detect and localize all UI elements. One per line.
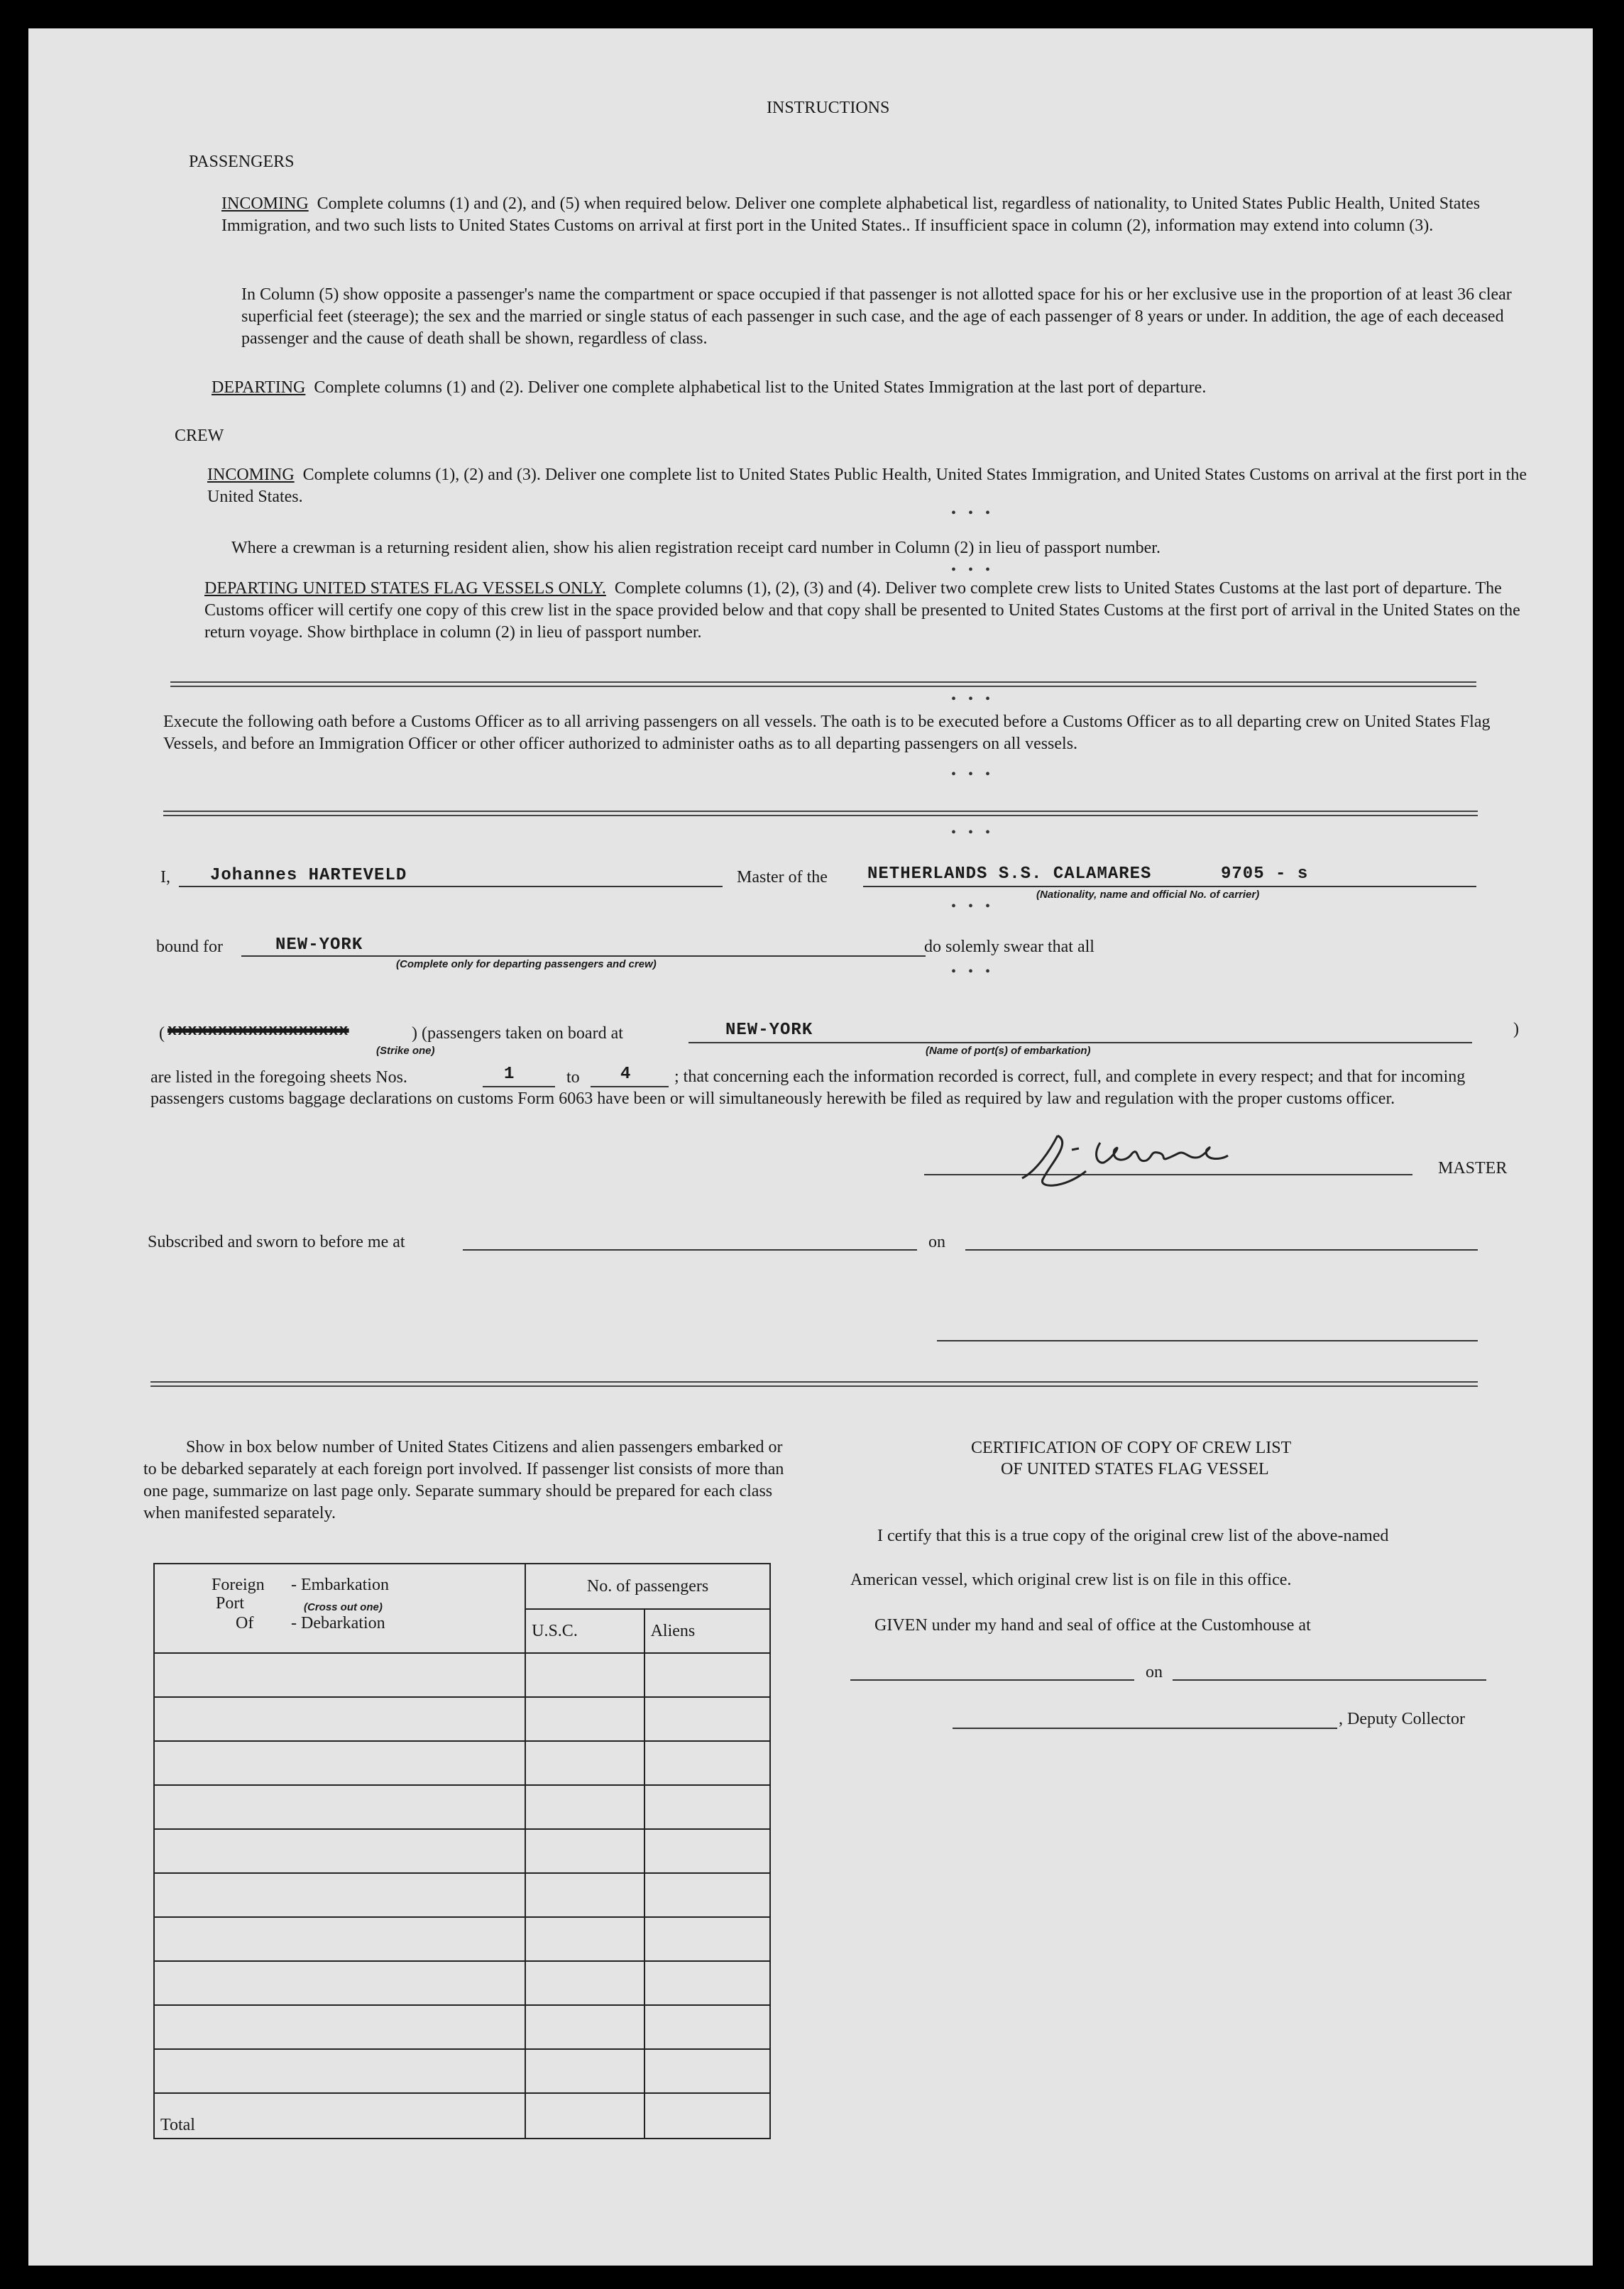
aliens-cell[interactable] (644, 2005, 770, 2049)
crew-departing-text: Complete columns (1), (2), (3) and (4). Deliver two complete crew lists to United States Customs at the last port of departure. The Customs officer will certify one copy of this crew list in the space provided below and that copy shall be presented to United States Customs at the first port of arrival in the United States on the return voyage. Show birthplace in column (2) in lieu of passport number. (204, 579, 1520, 642)
certification-date-line (1173, 1679, 1486, 1681)
certification-title-line1: CERTIFICATION OF COPY OF CREW LIST (971, 1439, 1292, 1457)
struck-out-crew-text: xxxxxxxxxxxxxxxxxx (168, 1022, 349, 1040)
crew-departing-label: DEPARTING UNITED STATES FLAG VESSELS ONLY. (204, 579, 606, 598)
given-text: GIVEN under my hand and seal of office at the Customhouse at (874, 1616, 1311, 1635)
embarkation-label: - Embarkation (291, 1576, 389, 1594)
usc-cell[interactable] (525, 2049, 644, 2093)
vessel-value: NETHERLANDS S.S. CALAMARES (867, 864, 1152, 884)
separator-dots: • • • (951, 964, 995, 979)
crew-departing-paragraph (204, 578, 1542, 644)
bound-for-line (241, 955, 926, 957)
bound-for-value: NEW-YORK (275, 935, 363, 955)
page-title: INSTRUCTIONS (767, 99, 890, 117)
aliens-cell[interactable] (644, 1917, 770, 1961)
subscribed-place-line (463, 1249, 917, 1251)
subscribed-label: Subscribed and sworn to before me at (148, 1233, 405, 1251)
passengers-column5-paragraph: In Column (5) show opposite a passenger's name the compartment or space occupied if that passenger is not allotted space for his or her exclusive use in the proportion of at least 36 clear superficial feet (steerage); the sex and the married or single status of each passenger in such case, and the age of each passenger of 8 years or under. In addition, the age of each deceased passenger and the cause of death shall be shown, regardless of class. (241, 285, 1512, 348)
passengers-incoming-label: INCOMING (221, 194, 309, 213)
foreign-label: Foreign (212, 1576, 265, 1594)
port-cell[interactable] (154, 2005, 525, 2049)
master-of-label: Master of the (737, 868, 828, 886)
passengers-taken-text: ) (passengers taken on board at (412, 1024, 623, 1043)
section-divider (150, 1381, 1478, 1387)
separator-dots: • • • (951, 899, 995, 914)
port-cell[interactable] (154, 1829, 525, 1873)
certify-line2: American vessel, which original crew list is on file in this office. (850, 1571, 1292, 1589)
table-row (154, 1653, 770, 1697)
aliens-cell[interactable] (644, 1785, 770, 1829)
deputy-collector-label: , Deputy Collector (1339, 1710, 1465, 1728)
table-row (154, 1829, 770, 1873)
separator-dots: • • • (951, 767, 995, 782)
table-row (154, 1785, 770, 1829)
cross-out-caption: (Cross out one) (304, 1601, 383, 1613)
crew-resident-text: Where a crewman is a returning resident alien, show his alien registration receipt card number in Column (2) in lieu of passport number. (231, 539, 1161, 557)
section-divider (163, 811, 1478, 816)
customhouse-line (850, 1679, 1134, 1681)
port-cell[interactable] (154, 1653, 525, 1697)
passengers-departing-text: Complete columns (1) and (2). Deliver one complete alphabetical list to the United States Immigration at the last port of departure. (314, 378, 1207, 397)
bound-for-label: bound for (156, 938, 223, 956)
usc-cell[interactable] (525, 1785, 644, 1829)
vessel-number-value: 9705 - s (1221, 864, 1309, 884)
master-label: MASTER (1438, 1159, 1508, 1178)
crew-incoming-label: INCOMING (207, 466, 295, 484)
usc-cell[interactable] (525, 1961, 644, 2005)
usc-cell[interactable] (525, 1829, 644, 1873)
table-row (154, 2049, 770, 2093)
usc-cell[interactable] (525, 1873, 644, 1917)
sheet-to-value: 4 (620, 1065, 632, 1084)
crew-heading: CREW (175, 427, 224, 445)
table-row (154, 2005, 770, 2049)
separator-dots: • • • (951, 505, 995, 521)
aliens-cell[interactable] (644, 1697, 770, 1741)
deputy-collector-line (953, 1728, 1337, 1729)
oath-instructions: Execute the following oath before a Customs Officer as to all arriving passengers on all vessels. The oath is to be executed before a Customs Officer as to all departing crew on United States Flag Vessels, and before an Immigration Officer or other officer authorized to administer oaths as to all departing passengers on all vessels. (163, 713, 1491, 753)
subscribed-date-line (965, 1249, 1478, 1251)
subscribed-on-label: on (928, 1233, 945, 1251)
port-cell[interactable] (154, 1961, 525, 2005)
to-label: to (566, 1068, 580, 1087)
strike-caption: (Strike one) (376, 1045, 435, 1057)
separator-dots: • • • (951, 691, 995, 707)
master-name-value: Johannes HARTEVELD (210, 866, 407, 885)
bound-for-caption: (Complete only for departing passengers and crew) (396, 958, 657, 970)
usc-cell[interactable] (525, 1917, 644, 1961)
summary-instructions: Show in box below number of United States Citizens and alien passengers embarked or to be debarked separately at each foreign port involved. If passenger list consists of more than one page, summarize on last page only. Separate summary should be prepared for each class when manifested separately. (143, 1438, 784, 1522)
certification-title-line2: OF UNITED STATES FLAG VESSEL (1001, 1460, 1269, 1478)
passenger-summary-table (153, 1563, 771, 2139)
usc-cell[interactable] (525, 1697, 644, 1741)
table-row (154, 1741, 770, 1785)
table-row (154, 1873, 770, 1917)
of-label: Of (236, 1614, 254, 1632)
crew-incoming-text: Complete columns (1), (2) and (3). Deliver one complete list to United States Public Health, United States Immigration, and United States Customs on arrival at the first port in the United States. (207, 466, 1527, 506)
certification-on-label: on (1146, 1663, 1163, 1681)
port-cell[interactable] (154, 1741, 525, 1785)
port-line (688, 1042, 1472, 1043)
passengers-heading: PASSENGERS (189, 153, 295, 171)
port-cell[interactable] (154, 1873, 525, 1917)
total-label: Total (154, 2093, 525, 2139)
port-label: Port (216, 1594, 245, 1613)
passengers-departing-label: DEPARTING (212, 378, 306, 397)
port-value: NEW-YORK (725, 1021, 813, 1040)
table-row (154, 1697, 770, 1741)
listed-rest-text: ; that concerning each the information recorded is correct, full, and complete in every respect; and that for incoming passengers customs baggage declarations on customs Form 6063 have been or will simultaneously herewith be filed as required by law and regulation with the proper customs officer. (150, 1067, 1466, 1108)
port-cell[interactable] (154, 1917, 525, 1961)
port-close-paren: ) (1513, 1020, 1519, 1038)
passengers-incoming-paragraph (221, 193, 1570, 237)
certify-line1: I certify that this is a true copy of the original crew list of the above-named (877, 1527, 1389, 1545)
usc-header: U.S.C. (525, 1609, 644, 1653)
usc-cell[interactable] (525, 2005, 644, 2049)
usc-cell[interactable] (525, 1741, 644, 1785)
aliens-cell[interactable] (644, 1873, 770, 1917)
passengers-departing-paragraph (212, 376, 1206, 399)
debarkation-label: - Debarkation (291, 1614, 385, 1632)
no-passengers-header: No. of passengers (525, 1564, 770, 1609)
vessel-caption: (Nationality, name and official No. of carrier) (1036, 889, 1260, 901)
port-caption: (Name of port(s) of embarkation) (926, 1045, 1091, 1057)
total-row (154, 2093, 770, 2139)
aliens-cell[interactable] (644, 1961, 770, 2005)
listed-label: are listed in the foregoing sheets Nos. (150, 1068, 407, 1087)
port-cell[interactable] (154, 2049, 525, 2093)
master-signature (1008, 1121, 1306, 1200)
strike-open-paren: ( (159, 1024, 165, 1043)
port-cell[interactable] (154, 1697, 525, 1741)
aliens-cell[interactable] (644, 2049, 770, 2093)
aliens-cell[interactable] (644, 1741, 770, 1785)
swear-text: do solemly swear that all (924, 938, 1094, 956)
section-divider (170, 681, 1476, 687)
separator-dots: • • • (951, 562, 995, 578)
aliens-cell[interactable] (644, 1829, 770, 1873)
aliens-total-cell[interactable] (644, 2093, 770, 2139)
aliens-header: Aliens (644, 1609, 770, 1653)
master-name-line (179, 886, 723, 887)
table-row (154, 1917, 770, 1961)
crew-incoming-paragraph (207, 464, 1542, 508)
usc-total-cell[interactable] (525, 2093, 644, 2139)
passengers-incoming-text: Complete columns (1) and (2), and (5) when required below. Deliver one complete alphabetical list, regardless of nationality, to United States Public Health, United States Immigration, and two such lists to United States Customs on arrival at first port in the United States.. If insufficient space in column (2), information may extend into column (3). (221, 194, 1481, 235)
port-cell[interactable] (154, 1785, 525, 1829)
table-row (154, 1961, 770, 2005)
oath-i-label: I, (160, 868, 170, 886)
vessel-line (863, 886, 1476, 887)
separator-dots: • • • (951, 825, 995, 840)
aliens-cell[interactable] (644, 1653, 770, 1697)
sheet-from-value: 1 (504, 1065, 515, 1084)
officer-signature-line (937, 1340, 1478, 1341)
usc-cell[interactable] (525, 1653, 644, 1697)
foreign-port-header (154, 1564, 525, 1653)
document-page (28, 28, 1593, 2266)
